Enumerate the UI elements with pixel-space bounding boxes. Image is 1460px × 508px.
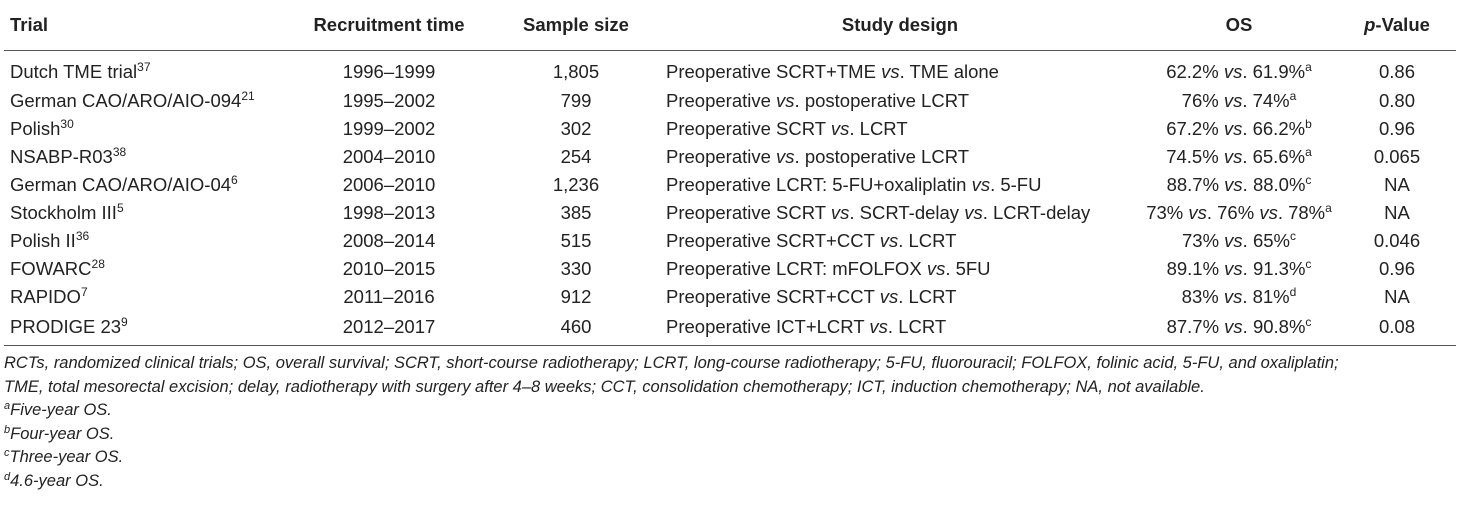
vs-italic: vs [1223, 61, 1243, 82]
os-footnote-mark: a [1289, 89, 1297, 103]
table-row [4, 143, 1456, 171]
os-value: . 78% [1277, 202, 1326, 223]
vs-italic: vs [776, 90, 795, 111]
cell-recruitment-time: 2012–2017 [286, 311, 492, 346]
cell-os [1140, 199, 1338, 227]
cell-trial [4, 171, 286, 199]
cell-trial [4, 143, 286, 171]
design-text: Preoperative ICT+LCRT [666, 315, 870, 337]
vs-italic: vs [1224, 230, 1243, 251]
table-row [4, 171, 1456, 199]
vs-italic: vs [879, 230, 899, 251]
cell-sample-size: 1,805 [552, 61, 600, 82]
header-study-design: Study design [660, 0, 1140, 51]
vs-italic: vs [879, 286, 899, 307]
header-p-value [1338, 0, 1456, 51]
cell-study-design [660, 143, 1140, 171]
os-value: . 81% [1242, 286, 1290, 307]
vs-italic: vs [1224, 174, 1243, 195]
cell-p-value: 0.065 [1373, 146, 1421, 167]
table-row [4, 199, 1456, 227]
cell-study-design [660, 87, 1140, 115]
design-text: Preoperative SCRT+CCT [666, 286, 880, 307]
footnote-d [4, 470, 1456, 494]
vs-italic: vs [1223, 286, 1243, 307]
cell-sample-size: 254 [560, 146, 592, 167]
os-footnote-mark: a [1325, 201, 1332, 215]
cell-recruitment-time: 2008–2014 [342, 230, 436, 251]
cell-trial [4, 115, 286, 143]
design-text: . LCRT [898, 230, 957, 251]
cell-os [1140, 51, 1338, 88]
cell-p-value: 0.80 [1378, 90, 1415, 111]
os-footnote-mark: c [1289, 229, 1296, 243]
vs-italic: vs [1224, 258, 1243, 279]
os-value: 74.5% [1166, 146, 1224, 167]
design-text: . LCRT [887, 315, 947, 337]
trial-reference: 30 [60, 117, 74, 131]
design-text: . LCRT-delay [982, 202, 1091, 223]
trial-name: Dutch TME trial [10, 61, 138, 82]
footnote-mark: d [4, 470, 11, 483]
cell-os [1140, 283, 1338, 311]
vs-italic: vs [1188, 202, 1207, 223]
cell-p-value: 0.96 [1378, 118, 1415, 139]
design-text: . LCRT [849, 118, 908, 139]
trial-reference: 5 [116, 201, 124, 215]
footnote-c [4, 446, 1456, 470]
trial-name: PRODIGE 23 [10, 315, 122, 337]
cell-study-design [660, 199, 1140, 227]
os-footnote-mark: c [1305, 173, 1312, 187]
cell-recruitment-time: 1996–1999 [342, 61, 436, 82]
vs-italic: vs [1223, 90, 1243, 111]
design-text: Preoperative LCRT: 5-FU+oxaliplatin [666, 174, 972, 195]
cell-os [1140, 171, 1338, 199]
cell-recruitment-time: 1999–2002 [342, 118, 436, 139]
rct-trials-table [4, 0, 1456, 346]
cell-sample-size: 460 [492, 311, 660, 346]
os-value: 89.1% [1166, 258, 1225, 279]
cell-trial [4, 311, 286, 346]
cell-sample-size: 799 [560, 90, 592, 111]
vs-italic: vs [1224, 315, 1243, 337]
os-value: . 65.6% [1242, 146, 1306, 167]
cell-study-design [660, 311, 1140, 346]
os-value: . 91.3% [1242, 258, 1306, 279]
table-row [4, 115, 1456, 143]
os-value: . 61.9% [1242, 61, 1306, 82]
os-footnote-mark: a [1305, 145, 1312, 159]
cell-sample-size: 1,236 [552, 174, 600, 195]
cell-study-design [660, 171, 1140, 199]
cell-trial [4, 199, 286, 227]
cell-p-value: 0.96 [1378, 258, 1415, 279]
os-footnote-mark: c [1305, 257, 1312, 271]
design-text: . postoperative LCRT [794, 90, 970, 111]
cell-recruitment-time: 1995–2002 [342, 90, 436, 111]
abbreviations-line-2: TME, total mesorectal excision; delay, radiotherapy with surgery after 4–8 weeks; CCT, consolidation chemotherapy; ICT, induction chemotherapy; NA, not available. [4, 377, 1205, 396]
header-recruitment-time: Recruitment time [286, 0, 492, 51]
design-text: . 5FU [945, 258, 991, 279]
cell-sample-size: 385 [560, 202, 592, 223]
trial-name: Stockholm III [10, 202, 117, 223]
trial-name: Polish [10, 118, 61, 139]
vs-italic: vs [830, 118, 850, 139]
cell-study-design [660, 255, 1140, 283]
trial-name: Polish II [10, 230, 76, 251]
vs-italic: vs [1259, 202, 1278, 223]
os-value: 67.2% [1166, 118, 1224, 139]
cell-sample-size: 515 [560, 230, 592, 251]
os-value: . 90.8% [1242, 315, 1306, 337]
trial-reference: 28 [91, 257, 105, 271]
table-footnotes [4, 346, 1456, 493]
cell-sample-size: 330 [560, 258, 592, 279]
vs-italic: vs [869, 315, 888, 337]
os-value: . 88.0% [1242, 174, 1306, 195]
os-footnote-mark: d [1289, 285, 1297, 299]
os-value: . 65% [1242, 230, 1290, 251]
vs-italic: vs [926, 258, 946, 279]
os-value: 73% [1146, 202, 1189, 223]
trial-reference: 36 [75, 229, 90, 243]
cell-study-design [660, 51, 1140, 88]
cell-os [1140, 227, 1338, 255]
trial-reference: 6 [231, 173, 238, 187]
os-value: 73% [1182, 230, 1225, 251]
design-text: . SCRT-delay [849, 202, 965, 223]
design-text: . 5-FU [990, 174, 1042, 195]
design-text: Preoperative SCRT+TME [666, 61, 882, 82]
trial-name: FOWARC [10, 258, 92, 279]
os-value: 88.7% [1166, 174, 1225, 195]
table-header-row [4, 0, 1456, 51]
cell-study-design [660, 115, 1140, 143]
cell-sample-size: 302 [560, 118, 592, 139]
table-row [4, 283, 1456, 311]
cell-p-value: NA [1384, 286, 1410, 307]
footnote-a [4, 399, 1456, 423]
table-row [4, 255, 1456, 283]
design-text: Preoperative [666, 146, 777, 167]
cell-trial [4, 87, 286, 115]
cell-os [1140, 87, 1338, 115]
vs-italic: vs [1223, 118, 1243, 139]
footnote-text: Five-year OS. [10, 401, 112, 419]
os-footnote-mark: b [1305, 117, 1312, 131]
cell-sample-size: 912 [560, 286, 592, 307]
abbreviations-line-1: RCTs, randomized clinical trials; OS, overall survival; SCRT, short-course radiotherapy; LCRT, long-course radiotherapy; 5-FU, fluorouracil; FOLFOX, folinic acid, 5-FU, and oxaliplatin; [4, 354, 1339, 372]
cell-recruitment-time: 2010–2015 [342, 258, 436, 279]
table-row [4, 227, 1456, 255]
cell-study-design [660, 227, 1140, 255]
os-footnote-mark: a [1305, 60, 1312, 74]
trial-name: German CAO/ARO/AIO-094 [10, 90, 242, 111]
trial-name: German CAO/ARO/AIO-04 [10, 174, 232, 195]
os-value: . 76% [1206, 202, 1260, 223]
trial-name: RAPIDO [10, 286, 81, 307]
cell-trial [4, 51, 286, 88]
table-row [4, 51, 1456, 88]
trial-name: NSABP-R03 [10, 146, 113, 167]
footnote-text: 4.6-year OS. [10, 471, 104, 490]
design-text: Preoperative [666, 90, 777, 111]
design-text: . LCRT [898, 286, 957, 307]
cell-trial [4, 255, 286, 283]
cell-trial [4, 227, 286, 255]
os-value: . 66.2% [1242, 118, 1306, 139]
os-value: 62.2% [1166, 61, 1224, 82]
design-text: . TME alone [899, 61, 999, 82]
cell-p-value: NA [1384, 174, 1410, 195]
design-text: Preoperative SCRT [666, 202, 831, 223]
cell-p-value: 0.86 [1378, 61, 1415, 82]
table-row [4, 87, 1456, 115]
os-value: 83% [1181, 286, 1224, 307]
cell-p-value: 0.046 [1373, 230, 1421, 251]
table-row [4, 311, 1456, 346]
footnote-mark: b [4, 423, 11, 436]
trial-reference: 38 [112, 145, 127, 159]
footnote-mark: a [4, 400, 11, 412]
cell-os [1140, 255, 1338, 283]
design-text: Preoperative LCRT: mFOLFOX [666, 258, 927, 279]
header-os: OS [1140, 0, 1338, 51]
footnote-list [4, 399, 1456, 493]
design-text: Preoperative SCRT+CCT [666, 230, 880, 251]
design-text: Preoperative SCRT [666, 118, 831, 139]
vs-italic: vs [1223, 146, 1243, 167]
p-italic: p [1364, 14, 1376, 35]
os-footnote-mark: c [1305, 314, 1312, 329]
os-value: . 74% [1242, 90, 1290, 111]
design-text: . postoperative LCRT [794, 146, 970, 167]
cell-os [1140, 311, 1338, 346]
trial-reference: 21 [241, 89, 255, 103]
cell-recruitment-time: 1998–2013 [342, 202, 436, 223]
os-value: 87.7% [1166, 315, 1225, 337]
header-trial: Trial [4, 0, 286, 51]
cell-os [1140, 143, 1338, 171]
cell-recruitment-time: 2011–2016 [343, 286, 435, 307]
footnote-mark: c [4, 447, 10, 459]
footnote-text: Three-year OS. [9, 448, 124, 466]
cell-p-value: NA [1384, 202, 1410, 223]
footnote-b [4, 423, 1456, 447]
vs-italic: vs [881, 61, 900, 82]
cell-recruitment-time: 2004–2010 [342, 146, 436, 167]
cell-recruitment-time: 2006–2010 [342, 174, 436, 195]
trial-reference: 37 [137, 60, 151, 74]
cell-study-design [660, 283, 1140, 311]
trial-reference: 7 [80, 285, 88, 299]
trial-reference: 9 [121, 314, 128, 329]
vs-italic: vs [971, 174, 991, 195]
os-value: 76% [1181, 90, 1224, 111]
vs-italic: vs [776, 146, 795, 167]
cell-p-value: 0.08 [1338, 311, 1456, 346]
cell-os [1140, 115, 1338, 143]
vs-italic: vs [964, 202, 983, 223]
header-sample-size: Sample size [492, 0, 660, 51]
p-value-suffix: -Value [1375, 14, 1430, 35]
cell-trial [4, 283, 286, 311]
footnote-text: Four-year OS. [10, 424, 115, 443]
vs-italic: vs [830, 202, 850, 223]
